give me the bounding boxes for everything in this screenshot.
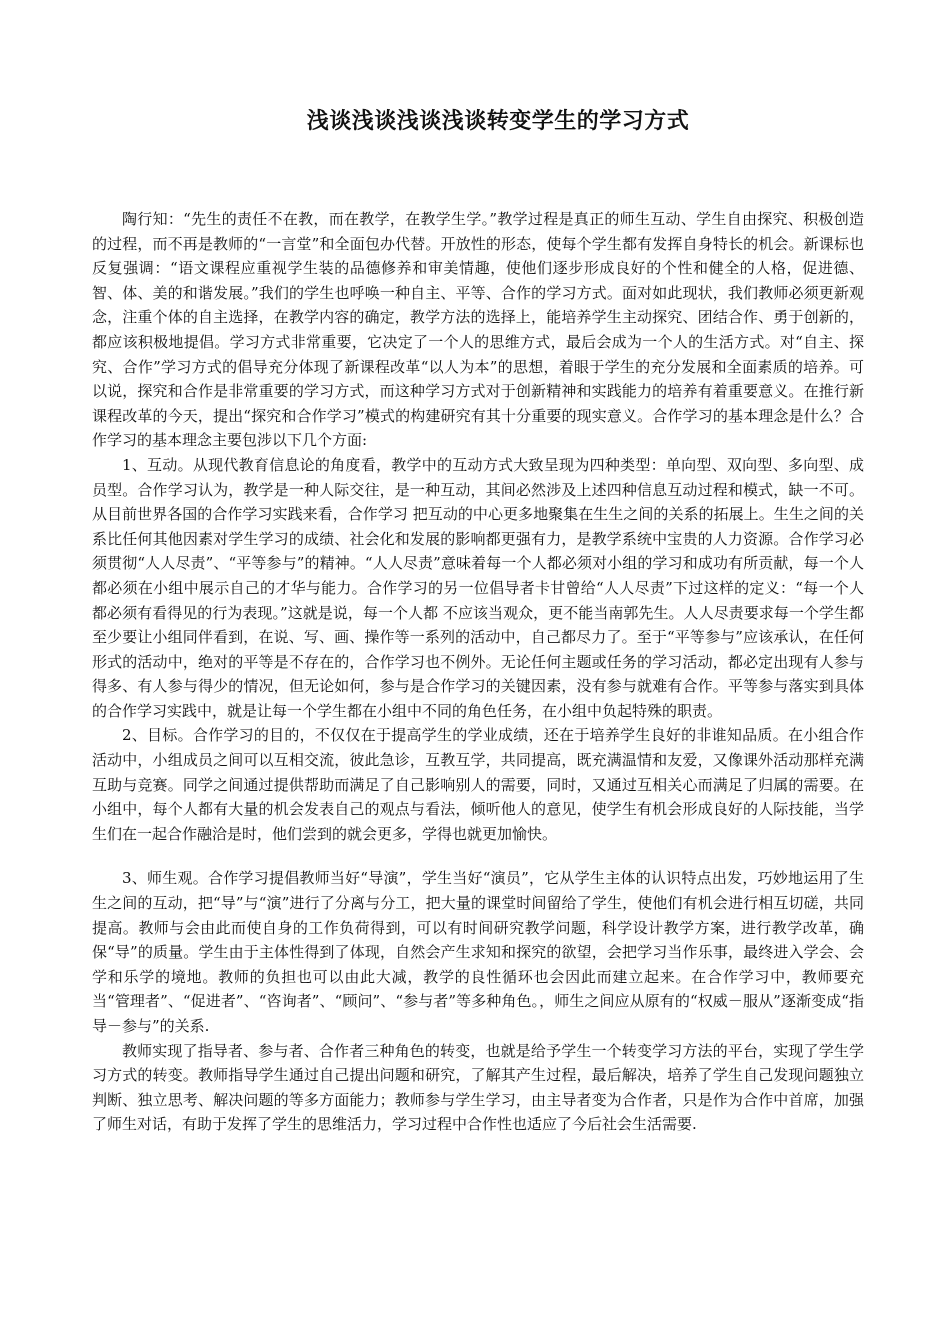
document-title: 浅谈浅谈浅谈浅谈转变学生的学习方式 [306, 109, 690, 134]
paragraph-goal: 2、目标。合作学习的目的，不仅仅在于提高学生的学业成绩，还在于培养学生良好的非谁知品质。在小组合作活动中，小组成员之间可以互相交流，彼此急诊，互教互学，共同提高，既充满温情和友爱，又像课外活动那样充满互助与竞赛。同学之间通过提供帮助而满足了自己影响别人的需要，同时，又通过互相关心而满足了归属的需要。在小组中，每个人都有大量的机会发表自己的观点与看法，倾听他人的意见，使学生有机会形成良好的人际技能，当学生们在一起合作融洽是时，他们尝到的就会更多，学得也就更加愉快。 [92, 726, 864, 843]
document-page [92, 104, 864, 1137]
paragraph-teacher-student: 3、师生观。合作学习提倡教师当好“导演”，学生当好“演员”，它从学生主体的认识特点出发，巧妙地运用了生生之间的互动，把“导”与“演”进行了分离与分工，把大量的课堂时间留给了学生，使他们有机会进行相互切磋，共同提高。教师与会由此而使自身的工作负荷得到，可以有时间研究教学问题，科学设计教学方案，进行教学改革，确保“导”的质量。学生由于主体性得到了体现，自然会产生求知和探究的欲望，会把学习当作乐事，最终进入学会、会学和乐学的境地。教师的负担也可以由此大减，教学的良性循环也会因此而建立起来。在合作学习中，教师要充当“管理者”、“促进者”、“咨询者”、“顾问”、“参与者”等多种角色。，师生之间应从原有的“权威－服从”逐渐变成“指导－参与”的关系. [92, 869, 864, 1035]
paragraph-intro: 陶行知：“先生的责任不在教，而在教学，在教学生学。”教学过程是真正的师生互动、学生自由探究、积极创造的过程，而不再是教师的“一言堂”和全面包办代替。开放性的形态，使每个学生都有发挥自身特长的机会。新课标也反复强调：“语文课程应重视学生装的品德修养和审美情趣，使他们逐步形成良好的个性和健全的人格，促进德、智、体、美的和谐发展。”我们的学生也呼唤一种自主、平等、合作的学习方式。面对如此现状，我们教师必须更新观念，注重个体的自主选择，在教学内容的确定，教学方法的选择上，能培养学生主动探究、团结合作、勇于创新的，都应该积极地提倡。学习方式非常重要，它决定了一个人的思维方式，最后会成为一个人的生活方式。对“自主、探究、合作”学习方式的倡导充分体现了新课程改革“以人为本”的思想，着眼于学生的充分发展和全面素质的培养。可以说，探究和合作是非常重要的学习方式，而这种学习方式对于创新精神和实践能力的培养有着重要意义。在推行新课程改革的今天，提出“探究和合作学习”模式的构建研究有其十分重要的现实意义。合作学习的基本理念是什么？合作学习的基本理念主要包涉以下几个方面: [92, 210, 864, 450]
paragraph-role-change: 教师实现了指导者、参与者、合作者三种角色的转变，也就是给予学生一个转变学习方法的平台，实现了学生学习方式的转变。教师指导学生通过自己提出问题和研究，了解其产生过程，最后解决，培养了学生自己发现问题独立判断、独立思考、解决问题的等多方面能力；教师参与学生学习，由主导者变为合作者，只是作为合作中首席，加强了师生对话，有助于发挥了学生的思维活力，学习过程中合作性也适应了今后社会生活需要. [92, 1041, 864, 1134]
paragraph-gap [92, 846, 864, 866]
paragraph-interaction: 1、互动。从现代教育信息论的角度看，教学中的互动方式大致呈现为四种类型：单向型、双向型、多向型、成员型。合作学习认为，教学是一种人际交往，是一种互动，其间必然涉及上述四种信息互动过程和模式，缺一不可。从目前世界各国的合作学习实践来看，合作学习 把互动的中心更多地聚集在生生之间的关系的拓展上。生生之间的关系比任何其他因素对学生学习的成绩、社会化和发展的影响都更强有力，是教学系统中宝贵的人力资源。合作学习必须贯彻“人人尽责”、“平等参与”的精神。“人人尽责”意味着每一个人都必须对小组的学习和成功有所贡献，每一个人都必须在小组中展示自己的才华与能力。合作学习的另一位倡导者卡甘曾给“人人尽责”下过这样的定义：“每一个人都必须有看得见的行为表现。”这就是说，每一个人都 不应该当观众，更不能当南郭先生。人人尽责要求每一个学生都至少要让小组同伴看到，在说、写、画、操作等一系列的活动中，自己都尽力了。至于“平等参与”应该承认，在任何形式的活动中，绝对的平等是不存在的，合作学习也不例外。无论任何主题或任务的学习活动，都必定出现有人参与得多、有人参与得少的情况，但无论如何，参与是合作学习的关键因素，没有参与就难有合作。平等参与落实到具体的合作学习实践中，就是让每一个学生都在小组中不同的角色任务，在小组中负起特殊的职责。 [92, 455, 864, 720]
